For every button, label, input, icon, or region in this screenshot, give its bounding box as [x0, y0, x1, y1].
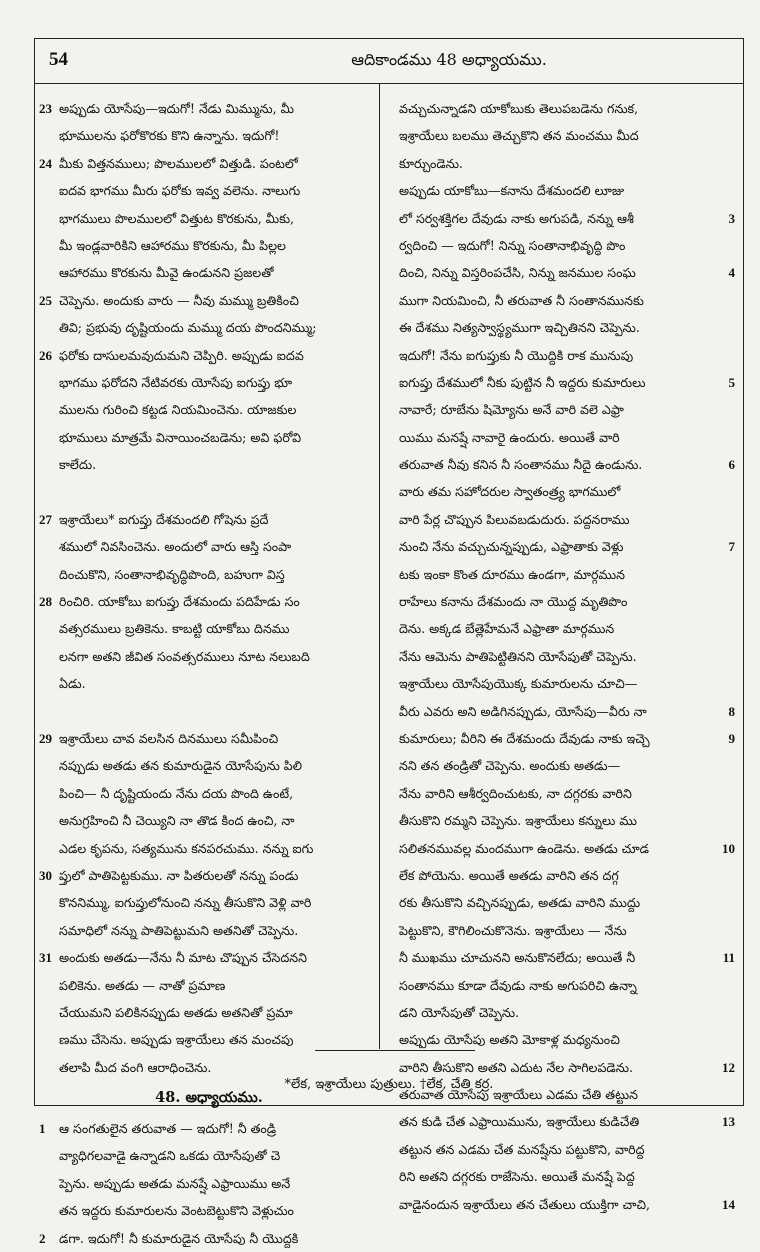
- verse-text: భాగములు పొలములలో విత్తుట కొరకును, మీకు,: [59, 210, 295, 226]
- verse-number: 13: [722, 1114, 735, 1130]
- verse-text: ఇశ్రాయేలు బలము తెచ్చుకొని తన మంచము మీద: [399, 128, 639, 144]
- verse-number: 14: [722, 1196, 735, 1212]
- text-line: [399, 396, 733, 423]
- verse-text: వారి పేర్ల చొప్పున పిలువబడుదురు. పద్దనరాము: [399, 511, 630, 527]
- verse-text: ప్తులో పాతిపెట్టకుము. నా పితరులతో నన్ను పండు: [59, 867, 299, 883]
- text-line: [399, 122, 733, 149]
- verse-text: అప్పుడు యోసేపు అతని మోకాళ్ల మధ్యనుంచి: [399, 1032, 620, 1048]
- verse-number: 3: [728, 210, 735, 226]
- text-line: [399, 615, 733, 642]
- verse-text: కొననిమ్ము, ఐగుప్తులోనుంచి నన్ను తీసుకొని వెళ్లి వారి: [59, 895, 312, 911]
- verse-text: నని తన తండ్రితో చెప్పెను. అందుకు అతడు—: [399, 758, 621, 774]
- text-line: [399, 232, 733, 259]
- verse-text: వచ్చుచున్నాడని యాకోబుకు తెలుపబడెను గనుక,: [399, 101, 639, 116]
- verse-number: 11: [722, 950, 735, 966]
- text-line: [399, 95, 733, 122]
- text-line: [399, 1108, 733, 1135]
- text-line: [399, 944, 733, 971]
- text-line: [45, 835, 373, 862]
- verse-text: అందుకు అతడు—నేను నీ మాట చొప్పున చేసెదనని: [59, 950, 307, 966]
- verse-number: 9: [728, 730, 735, 746]
- verse-text: తన కుడి చేత ఎఫ్రాయిమును, ఇశ్రాయేలు కుడిచేతి: [399, 1114, 640, 1130]
- verse-text: ములను గురించి కట్టడ నియమించెను. యాజకుల: [59, 402, 297, 418]
- verse-text: తరువాత యోసేపు ఇశ్రాయేలు ఎడమ చేతి తట్టున: [399, 1087, 638, 1103]
- verse-text: పలికెను. అతడు — నాతో ప్రమాణ: [59, 977, 226, 993]
- verse-text: తరువాత నీవు కనిన నీ సంతానము నీదై ఉండును.: [399, 457, 643, 473]
- text-line: [39, 1225, 373, 1252]
- text-line: [45, 451, 373, 478]
- text-line: [45, 205, 373, 232]
- verse-text: ఫరోకు దాసులమవుదుమని చెప్పిరి. అప్పుడు ఐదవ: [59, 347, 304, 363]
- verse-text: డగా. ఇదుగో! నీ కుమారుడైన యోసేపు నీ యొద్దకి: [59, 1230, 299, 1246]
- text-line: [45, 807, 373, 834]
- chapter-heading: 48. అధ్యాయము.: [155, 1089, 263, 1107]
- verse-text: ఏడు.: [59, 676, 86, 692]
- verse-number: 28: [39, 594, 52, 610]
- verse-text: నీ ముఖము చూచునని అనుకొనలేదు; అయితే నీ: [399, 950, 636, 966]
- verse-text: ఎడల కృపను, సత్యమును కనపరచుము. నన్ను ఐగు: [59, 840, 314, 856]
- text-line: [45, 643, 373, 670]
- verse-text: సలితనమువల్ల మందముగా ఉండెను. అతడు చూడ: [399, 840, 649, 856]
- text-line: [45, 177, 373, 204]
- text-line: [39, 588, 373, 615]
- verse-text: ఈ దేశము నిత్యస్వాస్థ్యముగా ఇచ్చితినని చెప్పెను.: [399, 320, 640, 336]
- text-line: [399, 862, 733, 889]
- text-line: [45, 478, 373, 505]
- verse-text: డని యోసేపుతో చెప్పెను.: [399, 1004, 520, 1020]
- column-divider: [379, 83, 380, 1049]
- verse-text: దెను. అక్కడ బేత్లెహేమనే ఎఫ్రాతా మార్గమున: [399, 621, 615, 637]
- text-line: [45, 752, 373, 779]
- verse-number: 23: [39, 101, 52, 116]
- text-line: [399, 205, 733, 232]
- verse-text: భాగము ఫరోదని నేటివరకు యోసేపు ఐగుప్తు భూ: [59, 374, 293, 390]
- scripture-page: [34, 38, 744, 1246]
- text-line: [399, 561, 733, 588]
- text-line: [45, 1142, 373, 1169]
- text-line: [39, 342, 373, 369]
- verse-text: చెప్పెను. అందుకు వారు — నీవు మమ్ము బ్రతికించి: [59, 292, 299, 308]
- verse-text: ప్పెను. అప్పుడు అతడు మనష్షే ఎఫ్రాయిము అనే: [59, 1175, 291, 1191]
- text-line: [39, 944, 373, 971]
- text-line: [45, 396, 373, 423]
- verse-text: నావారే; రూబేను షిమ్యోను అనే వారి వలె ఎఫ్రా: [399, 402, 624, 418]
- verse-text: నప్పుడు అతడు తన కుమారుడైన యోసేపును పిలి: [59, 758, 302, 774]
- text-line: [399, 150, 733, 177]
- text-line: [45, 698, 373, 725]
- text-line: [45, 670, 373, 697]
- text-line: [45, 424, 373, 451]
- text-line: [399, 780, 733, 807]
- verse-text: ఆ సంగతులైన తరువాత — ఇదుగో! నీ తండ్రి: [59, 1121, 277, 1137]
- verse-text: సమాధిలో నన్ను పాతిపెట్టుమని అతనితో చెప్పెను.: [59, 922, 299, 938]
- verse-number: 30: [39, 867, 52, 883]
- verse-text: అనుగ్రహించి నీ చెయ్యిని నా తొడ కింద ఉంచి, నా: [59, 813, 295, 829]
- verse-text: కుమారులు; వీరిని ఈ దేశమందు దేవుడు నాకు ఇచ్చె: [399, 730, 650, 746]
- page-header: [35, 39, 743, 84]
- text-line: [39, 150, 373, 177]
- text-line: [399, 643, 733, 670]
- text-line: [45, 972, 373, 999]
- text-line: [39, 1115, 373, 1142]
- verse-number: 12: [722, 1059, 735, 1075]
- text-line: [399, 835, 733, 862]
- text-line: [399, 972, 733, 999]
- verse-text: లేక పోయెను. అయితే అతడు వారిని తన దగ్గ: [399, 867, 619, 883]
- verse-text: భూములు మాత్రమే వినాయించబడెను; అవి ఫరోవి: [59, 429, 302, 445]
- verse-text: ఇదుగో! నేను ఐగుప్తుకు నీ యొద్దికి రాక మునుపు: [399, 347, 634, 363]
- verse-text: మీకు విత్తనములు; పొలములలో విత్తుడి. పంటలో: [59, 155, 298, 171]
- text-line: [45, 561, 373, 588]
- text-line: [45, 917, 373, 944]
- text-line: [45, 232, 373, 259]
- verse-number: 5: [728, 374, 735, 390]
- text-line: [399, 725, 733, 752]
- verse-number: 31: [39, 950, 52, 966]
- text-line: [399, 287, 733, 314]
- verse-text: వారు తమ సహోదరుల స్వాతంత్ర్య భాగములో: [399, 484, 621, 500]
- text-line: [399, 752, 733, 779]
- text-line: [39, 287, 373, 314]
- verse-number: 24: [39, 155, 52, 171]
- text-line: [399, 506, 733, 533]
- text-line: [45, 259, 373, 286]
- verse-number: 2: [39, 1230, 46, 1246]
- verse-text: ఇశ్రాయేలు* ఐగుప్తు దేశమందలి గోషెను ప్రదే: [59, 511, 269, 527]
- text-line: [399, 588, 733, 615]
- verse-number: 25: [39, 292, 52, 308]
- verse-number: 29: [39, 730, 52, 746]
- verse-text: రాహేలు కనాను దేశమందు నా యొద్ద మృతిపొం: [399, 594, 628, 610]
- text-line: [399, 917, 733, 944]
- verse-text: తీసుకొని రమ్మని చెప్పెను. ఇశ్రాయేలు కన్నులు ము: [399, 813, 637, 829]
- verse-text: దించుకొని, సంతానాభివృద్ధిపొంది, బహుగా విస్త: [59, 566, 285, 582]
- verse-number: 10: [722, 840, 735, 856]
- text-line: [399, 177, 733, 204]
- verse-text: తన ఇద్దరు కుమారులను వెంటబెట్టుకొని వెళ్లుచుం: [59, 1203, 294, 1219]
- running-title: ఆదికాండము 48 అధ్యాయము.: [351, 50, 547, 69]
- text-line: [45, 533, 373, 560]
- verse-text: లనగా అతని జీవిత సంవత్సరములు నూట నలుబది: [59, 648, 310, 664]
- verse-number: 4: [728, 265, 735, 281]
- verse-text: ఇశ్రాయేలు యోసేపుయొక్క కుమారులను చూచి—: [399, 676, 638, 692]
- text-line: [45, 889, 373, 916]
- verse-text: తట్టున తన ఎడమ చేత మనష్షేను పట్టుకొని, వారిద్ద: [399, 1141, 645, 1157]
- verse-text: తివి; ప్రభువు దృష్టియందు మమ్ము దయ పొందనిమ్ము;: [59, 320, 317, 336]
- verse-text: ఇశ్రాయేలు చావ వలసిన దినములు సమీపించి: [59, 730, 279, 746]
- verse-text: భూములను ఫరోకొరకు కొని ఉన్నాను. ఇదుగో!: [59, 128, 280, 144]
- text-line: [399, 1163, 733, 1190]
- text-line: [399, 259, 733, 286]
- verse-text: నేను వారిని ఆశీర్వదించుటకు, నా దగ్గరకు వారిని: [399, 785, 632, 801]
- verse-text: శములో నివసించెను. అందులో వారు ఆస్తి సంపా: [59, 539, 292, 555]
- verse-text: వ్యాధిగలవాడై ఉన్నాడని ఒకడు యోసేపుతో చె: [59, 1148, 281, 1164]
- verse-text: యిము మనష్షే నావారై ఉందురు. అయితే వారి: [399, 429, 620, 445]
- verse-text: కాలేదు.: [59, 457, 97, 473]
- text-line: [399, 451, 733, 478]
- verse-text: అప్పుడు యాకోబు—కనాను దేశమందలి లూజు: [399, 183, 625, 199]
- verse-number: 27: [39, 511, 52, 527]
- verse-text: కూర్చుండెను.: [399, 155, 463, 171]
- text-line: [399, 369, 733, 396]
- verse-text: మీ ఇండ్లవారికిని ఆహారము కొరకును, మీ పిల్లల: [59, 237, 286, 253]
- text-line: [399, 342, 733, 369]
- text-line: [399, 698, 733, 725]
- text-line: [45, 369, 373, 396]
- verse-text: వత్సరములు బ్రతికెను. కాబట్టి యాకోబు దినము: [59, 621, 290, 637]
- verse-number: 6: [728, 457, 735, 473]
- text-line: [45, 1170, 373, 1197]
- verse-text: రిని అతని దగ్గరకు రాజేసెను. అయితే మనష్షే పెద్ద: [399, 1169, 635, 1185]
- verse-text: చేయుమని పలికినప్పుడు అతడు అతనితో ప్రమా: [59, 1004, 293, 1020]
- verse-text: రించిరి. యాకోబు ఐగుప్తు దేశమందు పదిహేడు సం: [59, 594, 300, 610]
- verse-text: నేను ఆమెను పాతిపెట్టితినని యోసేపుతో చెప్పెను.: [399, 648, 637, 664]
- text-line: [45, 1197, 373, 1224]
- verse-text: వీరు ఎవరు అని అడిగినప్పుడు, యోసేపు—వీరు నా: [399, 703, 647, 719]
- verse-text: అప్పుడు యోసేపు—ఇదుగో! నేడు మిమ్మును, మీ: [59, 101, 294, 116]
- text-line: [39, 862, 373, 889]
- footnote-rule: [315, 1050, 475, 1051]
- verse-number: 1: [39, 1121, 46, 1137]
- verse-number: 26: [39, 347, 52, 363]
- verse-text: నుంచి నేను వచ్చుచున్నప్పుడు, ఎఫ్రాతాకు వెళ్లు: [399, 539, 624, 555]
- text-line: [39, 95, 373, 122]
- verse-text: ముగా నియమించి, నీ తరువాత నీ సంతానమునకు: [399, 292, 644, 308]
- text-line: [45, 314, 373, 341]
- text-line: [399, 314, 733, 341]
- text-line: [399, 889, 733, 916]
- verse-text: సంతానము కూడా దేవుడు నాకు అగుపరిచి ఉన్నా: [399, 977, 637, 993]
- footnote: *లేక, ఇశ్రాయేలు పుత్రులు. †లేక, చేతి కర్ర.: [284, 1077, 494, 1092]
- text-line: [399, 670, 733, 697]
- verse-text: ఐగుప్తు దేశములో నీకు పుట్టిన నీ ఇద్దరు కుమారులు: [399, 374, 646, 390]
- text-line: [45, 615, 373, 642]
- text-line: [45, 122, 373, 149]
- verse-text: ఆహారము కొరకును మీవై ఉండునని ప్రజలతో: [59, 265, 274, 281]
- text-line: [39, 725, 373, 752]
- verse-text: తలాపి మీద వంగి ఆరాధించెను.: [59, 1059, 212, 1075]
- text-line: [399, 1136, 733, 1163]
- verse-number: 7: [728, 539, 735, 555]
- text-line: [45, 999, 373, 1026]
- text-line: [45, 780, 373, 807]
- verse-text: పించి— నీ దృష్టియందు నేను దయ పొంది ఉంటే,: [59, 785, 294, 801]
- verse-text: రకు తీసుకొని వచ్చినప్పుడు, అతడు వారిని ముద్దు: [399, 895, 641, 911]
- verse-text: ణము చేసెను. అప్పుడు ఇశ్రాయేలు తన మంచపు: [59, 1032, 294, 1048]
- verse-text: టకు ఇంకా కొంత దూరము ఉండగా, మార్గమున: [399, 566, 625, 582]
- verse-text: దించి, నిన్ను విస్తరింపచేసి, నిన్ను జనముల సంఘ: [399, 265, 636, 281]
- text-line: [399, 533, 733, 560]
- text-line: [399, 478, 733, 505]
- text-line: [39, 506, 373, 533]
- verse-text: వారిని తీసుకొని అతని ఎదుట నేల సాగిలపడెను.: [399, 1059, 633, 1075]
- verse-text: ఐదవ భాగము మీరు ఫరోకు ఇవ్వ వలెను. నాలుగు: [59, 183, 301, 199]
- verse-text: పెట్టుకొని, కౌగిలించుకొనెను. ఇశ్రాయేలు — నేను: [399, 922, 627, 938]
- text-line: [399, 424, 733, 451]
- verse-text: వాడైనందున ఇశ్రాయేలు తన చేతులు యుక్తిగా చాచి,: [399, 1196, 651, 1212]
- verse-number: 8: [728, 703, 735, 719]
- text-line: [399, 1191, 733, 1218]
- verse-text: ర్వదించి — ఇదుగో! నిన్ను సంతానాభివృద్ధి పొం: [399, 237, 626, 253]
- verse-text: లో సర్వశక్తిగల దేవుడు నాకు అగుపడి, నన్ను ఆశీ: [399, 210, 634, 226]
- text-line: [399, 999, 733, 1026]
- text-line: [399, 807, 733, 834]
- page-number: 54: [49, 49, 68, 70]
